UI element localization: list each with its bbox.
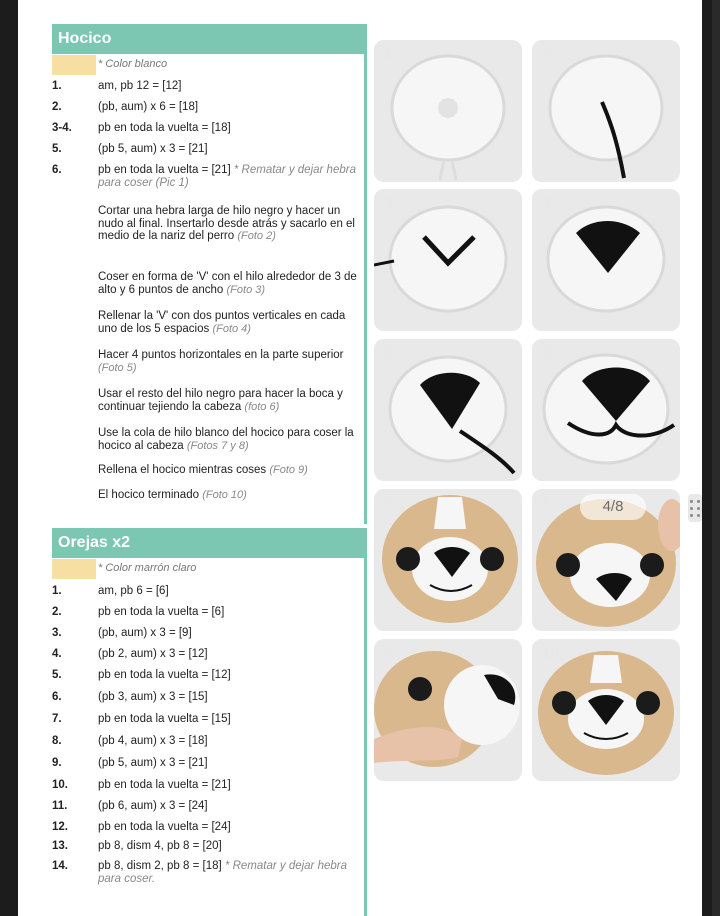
photo-ref: (Foto 2) [237, 230, 276, 242]
crochet-muzzle-photo [374, 40, 522, 182]
round-number: 5. [52, 143, 62, 155]
photo-7 [374, 489, 522, 631]
instruction-paragraph [98, 489, 360, 502]
round-number: 3-4. [52, 122, 72, 134]
photo-ref: (foto 6) [244, 400, 280, 413]
color-note: * Color marrón claro [98, 562, 197, 574]
photo-number: 8 [542, 495, 551, 512]
round-instruction: (pb, aum) x 3 = [9] [98, 627, 192, 639]
pattern-page [18, 0, 702, 916]
photo-3 [374, 189, 522, 331]
round-instruction: (pb 4, aum) x 3 = [18] [98, 735, 208, 747]
round-instruction: pb en toda la vuelta = [21] [98, 779, 231, 791]
round-number: 2. [52, 606, 62, 618]
section-title-hocico: Hocico [52, 24, 367, 54]
round-number: 12. [52, 821, 68, 833]
instruction-paragraph [98, 388, 360, 413]
crochet-muzzle-photo [532, 189, 680, 331]
instruction-paragraph [98, 205, 360, 243]
paragraph-text: Use la cola de hilo blanco del hocico para coser la hocico al cabeza [98, 427, 354, 452]
round-number: 6. [52, 691, 62, 703]
photo-4 [532, 189, 680, 331]
photo-number: 3 [384, 195, 393, 212]
crochet-muzzle-photo [532, 339, 680, 481]
crochet-muzzle-photo [532, 40, 680, 182]
instruction-paragraph [98, 349, 360, 374]
instruction-note: * Rematar y dejar hebra para coser (Pic 1) [98, 164, 356, 189]
instruction-text: pb 8, dism 2, pb 8 = [18] [98, 860, 225, 872]
round-number: 6. [52, 164, 62, 176]
paragraph-text: El hocico terminado [98, 489, 203, 501]
instruction-paragraph [98, 271, 360, 296]
paragraph-text: Usar el resto del hilo negro para hacer la boca y continuar tejiendo la cabeza [98, 388, 343, 413]
round-instruction [98, 860, 364, 886]
photo-ref: (Foto 3) [226, 283, 266, 296]
crochet-muzzle-photo [374, 189, 522, 331]
round-instruction: am, pb 12 = [12] [98, 80, 182, 92]
round-instruction: pb en toda la vuelta = [24] [98, 821, 231, 833]
round-number: 8. [52, 735, 62, 747]
round-number: 2. [52, 101, 62, 113]
round-instruction: pb en toda la vuelta = [6] [98, 606, 225, 618]
round-number: 13. [52, 840, 68, 852]
more-dots-icon[interactable] [688, 494, 702, 522]
photo-number: 7 [384, 495, 393, 512]
section-title-orejas: Orejas x2 [52, 528, 367, 558]
photo-number: 1 [384, 46, 393, 63]
photo-number: 6 [542, 345, 551, 362]
round-number: 14. [52, 860, 68, 872]
photo-1 [374, 40, 522, 182]
crochet-muzzle-photo [374, 339, 522, 481]
photo-ref: (Foto 4) [212, 322, 251, 335]
round-number: 3. [52, 627, 62, 639]
photo-number: 5 [384, 345, 393, 362]
paragraph-text: Rellena el hocico mientras coses [98, 464, 270, 476]
round-row [52, 860, 364, 890]
photo-ref: (Foto 10) [202, 489, 247, 501]
instruction-note: * Rematar y dejar hebra para coser. [98, 860, 347, 885]
round-instruction: pb en toda la vuelta = [18] [98, 122, 231, 134]
section-rule [364, 528, 367, 916]
round-number: 1. [52, 585, 62, 597]
section-rule [364, 24, 367, 524]
round-instruction: (pb 5, aum) x 3 = [21] [98, 757, 208, 769]
photo-number: 9 [384, 645, 393, 662]
page-indicator: 4/8 [580, 494, 646, 520]
scroll-track[interactable] [712, 0, 720, 916]
instruction-text: pb en toda la vuelta = [21] [98, 164, 234, 176]
round-instruction: pb en toda la vuelta = [15] [98, 713, 231, 725]
photo-number: 10 [542, 645, 560, 662]
photo-10 [532, 639, 680, 781]
round-instruction: pb en toda la vuelta = [12] [98, 669, 231, 681]
viewer-side-strip [702, 0, 720, 916]
round-instruction: pb 8, dism 4, pb 8 = [20] [98, 840, 222, 852]
round-number: 4. [52, 648, 62, 660]
photo-2 [532, 40, 680, 182]
photo-number: 2 [542, 46, 551, 63]
round-instruction [98, 164, 364, 190]
paragraph-text: Rellenar la 'V' con dos puntos verticales en cada uno de los 5 espacios [98, 310, 346, 335]
photo-ref: (Foto 9) [269, 464, 308, 476]
round-row [52, 164, 364, 194]
instruction-paragraph [98, 427, 360, 452]
paragraph-text: Cortar una hebra larga de hilo negro y hacer un nudo al final. Insertarlo desde atrás y sacarlo en el medio de la nariz del perro [98, 205, 355, 242]
round-instruction: (pb 6, aum) x 3 = [24] [98, 800, 208, 812]
photo-number: 4 [542, 195, 551, 212]
color-swatch [52, 559, 96, 579]
round-instruction: (pb 3, aum) x 3 = [15] [98, 691, 208, 703]
round-number: 10. [52, 779, 68, 791]
photo-5 [374, 339, 522, 481]
round-number: 5. [52, 669, 62, 681]
round-instruction: (pb 5, aum) x 3 = [21] [98, 143, 208, 155]
paragraph-text: Hacer 4 puntos horizontales en la parte superior [98, 349, 344, 361]
crochet-head-photo [374, 639, 522, 781]
round-number: 9. [52, 757, 62, 769]
round-instruction: (pb 2, aum) x 3 = [12] [98, 648, 208, 660]
color-swatch [52, 55, 96, 75]
round-number: 11. [52, 800, 68, 812]
color-note: * Color blanco [98, 58, 168, 70]
round-instruction: (pb, aum) x 6 = [18] [98, 101, 199, 113]
instruction-paragraph [98, 464, 360, 477]
paragraph-text: Coser en forma de 'V' con el hilo alrededor de 3 de alto y 6 puntos de ancho [98, 271, 357, 296]
photo-9 [374, 639, 522, 781]
photo-6 [532, 339, 680, 481]
photo-ref: (Foto 5) [98, 361, 137, 374]
round-instruction: am, pb 6 = [6] [98, 585, 169, 597]
instruction-paragraph [98, 310, 360, 335]
crochet-head-photo [374, 489, 522, 631]
round-number: 7. [52, 713, 62, 725]
round-number: 1. [52, 80, 62, 92]
photo-ref: (Fotos 7 y 8) [186, 439, 249, 452]
